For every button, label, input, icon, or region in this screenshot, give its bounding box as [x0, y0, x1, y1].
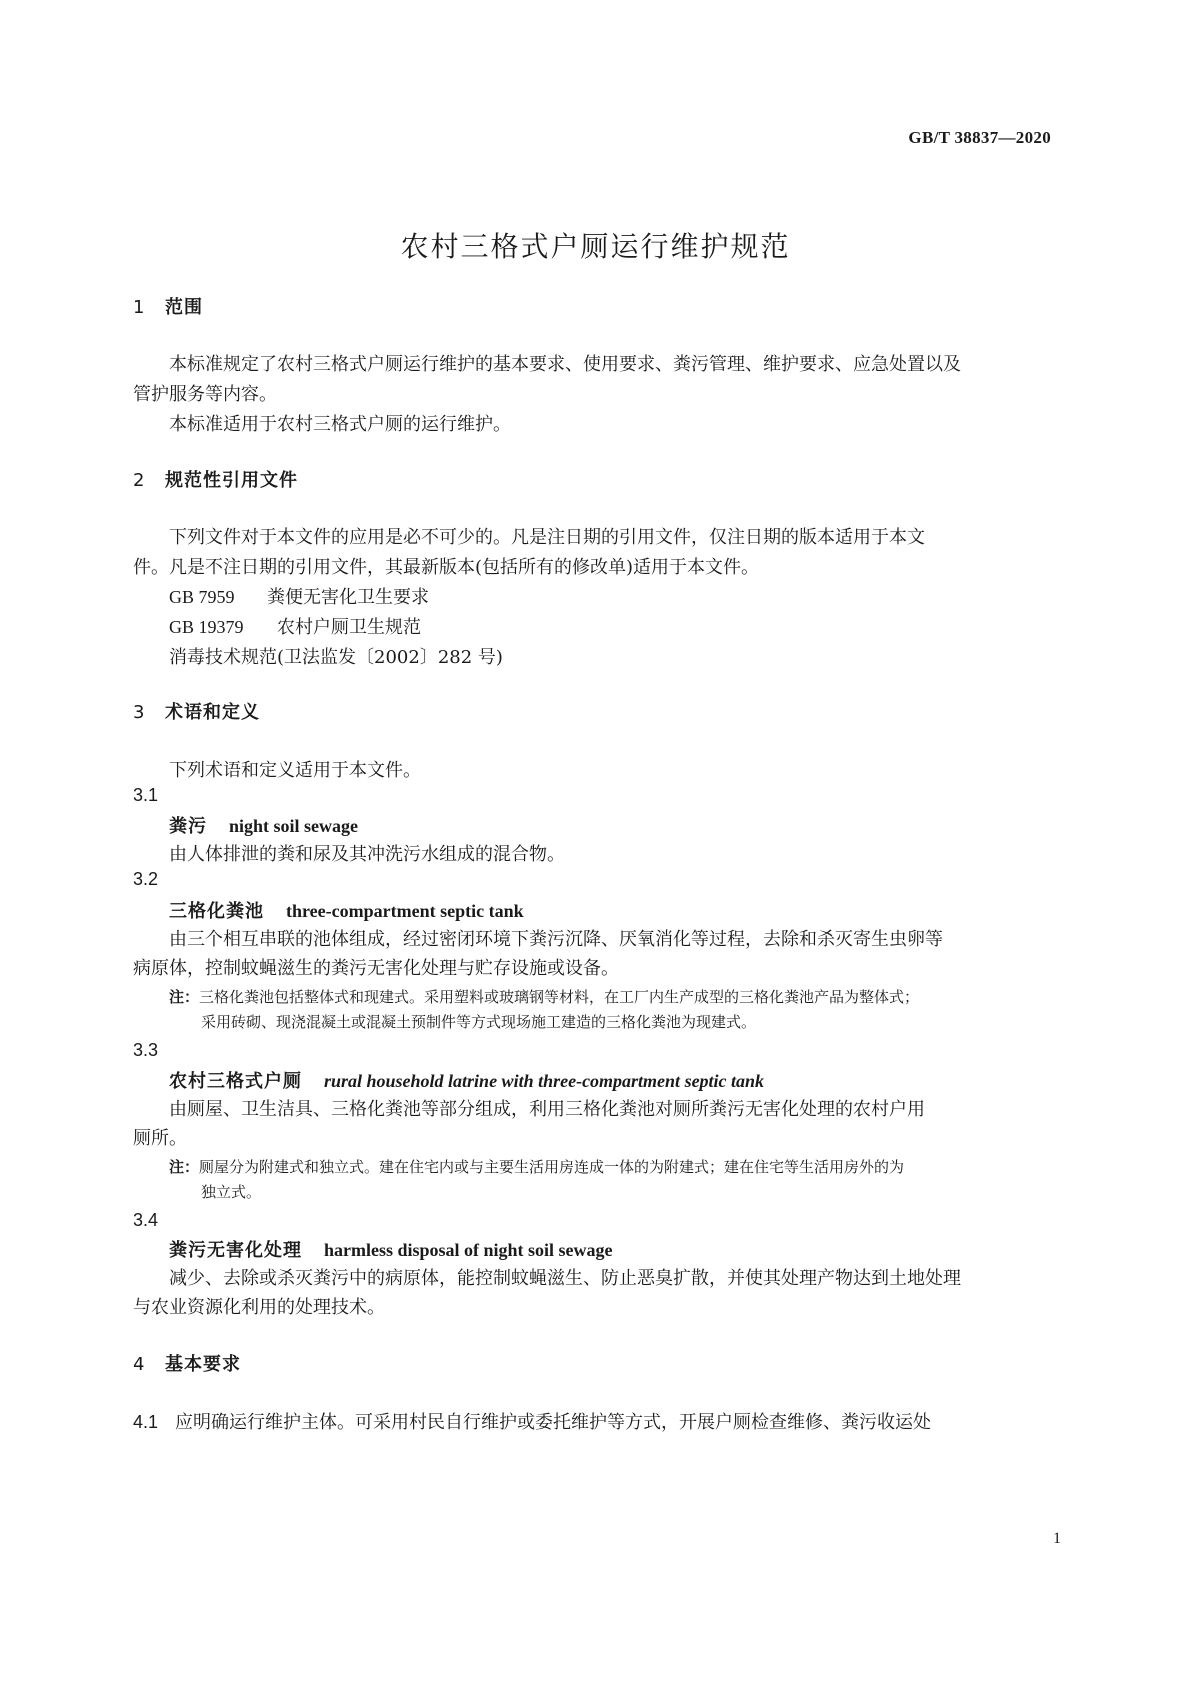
- term-chinese: 粪污无害化处理: [169, 1240, 302, 1261]
- reference-code: GB 19379: [169, 617, 244, 637]
- note-text: 厕屋分为附建式和独立式。建在住宅内或与主要生活用房连成一体的为附建式；建在住宅等生活用房外的为: [199, 1158, 905, 1176]
- note-text: 独立式。: [201, 1183, 262, 1201]
- term-number: 3.2: [133, 869, 159, 889]
- note: [169, 986, 919, 1007]
- term-english: harmless disposal of night soil sewage: [324, 1240, 613, 1260]
- term-definition: 由人体排泄的粪和尿及其冲洗污水组成的混合物。: [169, 844, 565, 865]
- note-label: 注：: [169, 988, 200, 1006]
- section-number: 1: [133, 297, 145, 318]
- clause: [133, 1408, 931, 1434]
- term-definition: 病原体，控制蚊蝇滋生的粪污无害化处理与贮存设施或设备。: [133, 958, 619, 979]
- section-title: 基本要求: [165, 1354, 241, 1375]
- section-3-heading: [133, 698, 260, 724]
- term-entry: [169, 1236, 613, 1262]
- term-entry: [169, 897, 524, 923]
- note: [169, 1156, 904, 1177]
- paragraph-line: 下列文件对于本文件的应用是必不可少的。凡是注日期的引用文件，仅注日期的版本适用于本文: [169, 527, 925, 548]
- term-entry: [169, 812, 358, 838]
- term-number: 3.3: [133, 1040, 159, 1060]
- section-number: 3: [133, 702, 145, 723]
- term-english: three-compartment septic tank: [286, 901, 524, 921]
- term-chinese: 农村三格式户厕: [169, 1071, 302, 1092]
- term-chinese: 三格化粪池: [169, 901, 264, 922]
- term-english: night soil sewage: [229, 816, 359, 836]
- paragraph-line: 管护服务等内容。: [133, 384, 277, 405]
- term-definition: 与农业资源化利用的处理技术。: [133, 1297, 385, 1318]
- section-number: 2: [133, 470, 145, 491]
- reference-item: 消毒技术规范(卫法监发〔2002〕282 号): [169, 647, 503, 668]
- section-title: 术语和定义: [165, 702, 260, 723]
- reference-item: [169, 583, 429, 609]
- reference-name: 农村户厕卫生规范: [277, 617, 421, 638]
- section-title: 范围: [165, 297, 203, 318]
- section-number: 4: [133, 1354, 145, 1375]
- section-1-heading: [133, 293, 203, 319]
- clause-number: 4.1: [133, 1412, 159, 1432]
- reference-item: [169, 613, 421, 639]
- term-entry: [169, 1067, 764, 1093]
- document-title: 农村三格式户厕运行维护规范: [400, 230, 791, 263]
- paragraph-line: 下列术语和定义适用于本文件。: [169, 760, 421, 781]
- note-text: 采用砖砌、现浇混凝土或混凝土预制件等方式现场施工建造的三格化粪池为现建式。: [201, 1013, 757, 1031]
- term-number: 3.4: [133, 1210, 159, 1230]
- term-definition: 由厕屋、卫生洁具、三格化粪池等部分组成，利用三格化粪池对厕所粪污无害化处理的农村户用: [169, 1099, 925, 1120]
- paragraph-line: 件。凡是不注日期的引用文件，其最新版本(包括所有的修改单)适用于本文件。: [133, 557, 760, 578]
- page-number: 1: [1053, 1530, 1061, 1547]
- term-definition: 由三个相互串联的池体组成，经过密闭环境下粪污沉降、厌氧消化等过程，去除和杀灭寄生虫卵等: [169, 929, 943, 950]
- term-number: 3.1: [133, 785, 159, 805]
- term-english: rural household latrine with three-compartment septic tank: [324, 1071, 765, 1091]
- section-title: 规范性引用文件: [165, 470, 298, 491]
- term-definition: 减少、去除或杀灭粪污中的病原体，能控制蚊蝇滋生、防止恶臭扩散，并使其处理产物达到土地处理: [169, 1268, 961, 1289]
- paragraph-line: 本标准适用于农村三格式户厕的运行维护。: [169, 414, 511, 435]
- reference-name: 粪便无害化卫生要求: [267, 587, 429, 608]
- note-text: 三格化粪池包括整体式和现建式。采用塑料或玻璃钢等材料，在工厂内生产成型的三格化粪池产品为整体式；: [199, 988, 920, 1006]
- clause-text: 应明确运行维护主体。可采用村民自行维护或委托维护等方式，开展户厕检查维修、粪污收运处: [175, 1412, 931, 1433]
- term-chinese: 粪污: [169, 816, 207, 837]
- term-definition: 厕所。: [133, 1128, 187, 1149]
- reference-code: GB 7959: [169, 587, 235, 607]
- note-label: 注：: [169, 1158, 200, 1176]
- section-2-heading: [133, 466, 298, 492]
- standard-number: GB/T 38837—2020: [908, 128, 1051, 147]
- paragraph-line: 本标准规定了农村三格式户厕运行维护的基本要求、使用要求、粪污管理、维护要求、应急处置以及: [169, 354, 961, 375]
- section-4-heading: [133, 1350, 241, 1376]
